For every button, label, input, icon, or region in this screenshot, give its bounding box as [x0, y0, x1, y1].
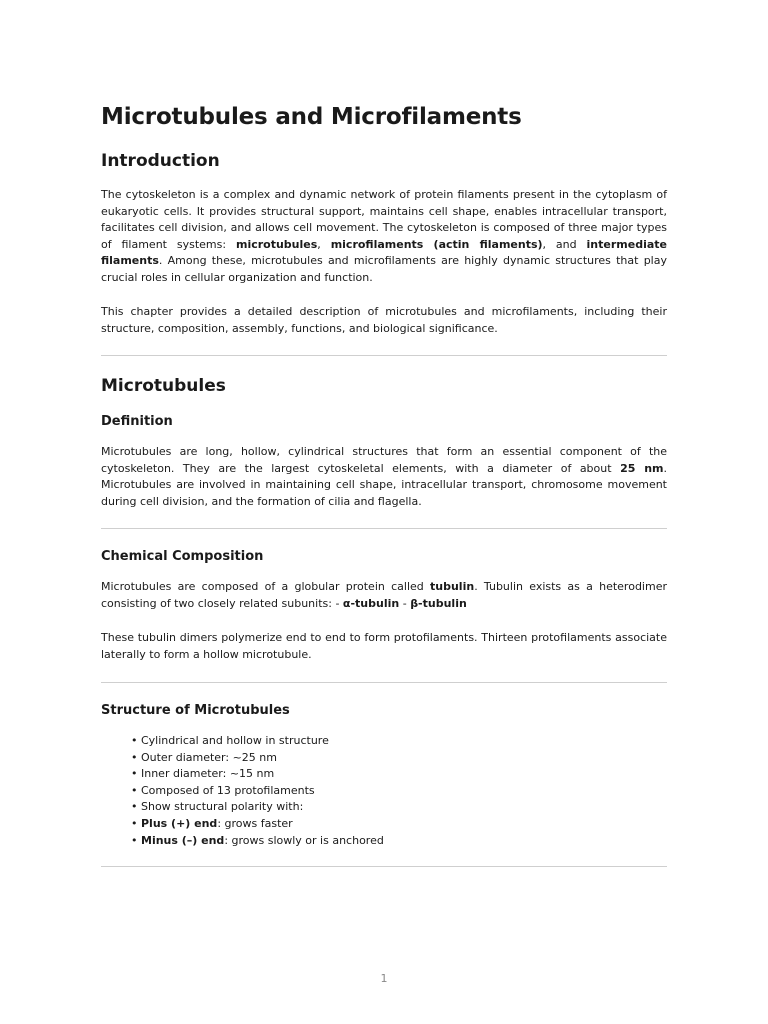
divider: [101, 866, 667, 867]
list-item: • Inner diameter: ~15 nm: [131, 767, 275, 781]
subheading-chemical-composition: Chemical Composition: [101, 549, 264, 564]
bold-term-minus-end: Minus (–) end: [141, 833, 225, 847]
bold-term-microfilaments: microfilaments (actin filaments): [330, 237, 543, 251]
section-heading-microtubules: Microtubules: [101, 376, 226, 396]
divider: [101, 682, 667, 683]
list-item: • Show structural polarity with:: [131, 800, 304, 814]
divider: [101, 528, 667, 529]
bold-term-alpha-tubulin: α-tubulin: [342, 596, 400, 610]
section-heading-introduction: Introduction: [101, 151, 220, 171]
composition-paragraph-1: [101, 579, 667, 612]
bold-term-plus-end: Plus (+) end: [141, 816, 218, 830]
intro-paragraph-1: [101, 187, 667, 287]
bold-term-diameter: 25 nm: [620, 461, 664, 475]
text-run: . Microtubules are involved in maintaining cell shape, intracellular transport, chromosome movement during cell division, and the formation of cilia and flagella.: [101, 461, 667, 508]
text-run: The cytoskeleton is a complex and dynamic network of protein filaments present in the cytoplasm of eukaryotic cells. It provides structural support, maintains cell shape, enables intracellular transport, facilitates cell division, and allows cell movement. The cytoskeleton is composed of three major types of filament systems:: [101, 188, 667, 251]
text-run: . Among these, microtubules and microfilaments are highly dynamic structures that play crucial roles in cellular organization and function.: [101, 254, 667, 284]
bold-term-intermediate-filaments: intermediate filaments: [101, 237, 667, 268]
list-item: [131, 816, 384, 833]
page-title: Microtubules and Microfilaments: [101, 104, 522, 130]
text-run: , and: [542, 237, 587, 251]
text-run: Microtubules are long, hollow, cylindrical structures that form an essential component of the cytoskeleton. They are the largest cytoskeletal elements, with a diameter of about: [101, 445, 667, 475]
list-item: [131, 833, 384, 850]
subheading-structure: Structure of Microtubules: [101, 703, 290, 718]
list-item: • Composed of 13 protofilaments: [131, 783, 315, 797]
text-run: : grows slowly or is anchored: [224, 833, 384, 847]
bullet-glyph: •: [131, 833, 141, 847]
divider: [101, 355, 667, 356]
text-run: : grows faster: [217, 816, 293, 830]
bold-term-tubulin: tubulin: [430, 580, 475, 593]
text-run: Microtubules are composed of a globular protein called: [101, 580, 431, 593]
bold-term-beta-tubulin: β-tubulin: [410, 596, 467, 610]
definition-paragraph: [101, 444, 667, 510]
text-run: -: [399, 596, 411, 610]
bold-term-microtubules: microtubules: [235, 237, 318, 251]
list-item: • Outer diameter: ~25 nm: [131, 750, 277, 764]
composition-paragraph-2: These tubulin dimers polymerize end to end to form protofilaments. Thirteen protofilaments associate laterally to form a hollow microtubule.: [101, 631, 667, 661]
structure-bullet-list: [131, 733, 384, 849]
text-run: ,: [317, 237, 331, 251]
subheading-definition: Definition: [101, 414, 173, 429]
page-number: 1: [380, 972, 388, 985]
list-item: • Cylindrical and hollow in structure: [131, 734, 329, 747]
text-run: . Tubulin exists as a heterodimer consisting of two closely related subunits: -: [101, 580, 667, 610]
bullet-glyph: •: [131, 816, 141, 830]
intro-paragraph-2: This chapter provides a detailed description of microtubules and microfilaments, including their structure, composition, assembly, functions, and biological significance.: [101, 305, 667, 335]
